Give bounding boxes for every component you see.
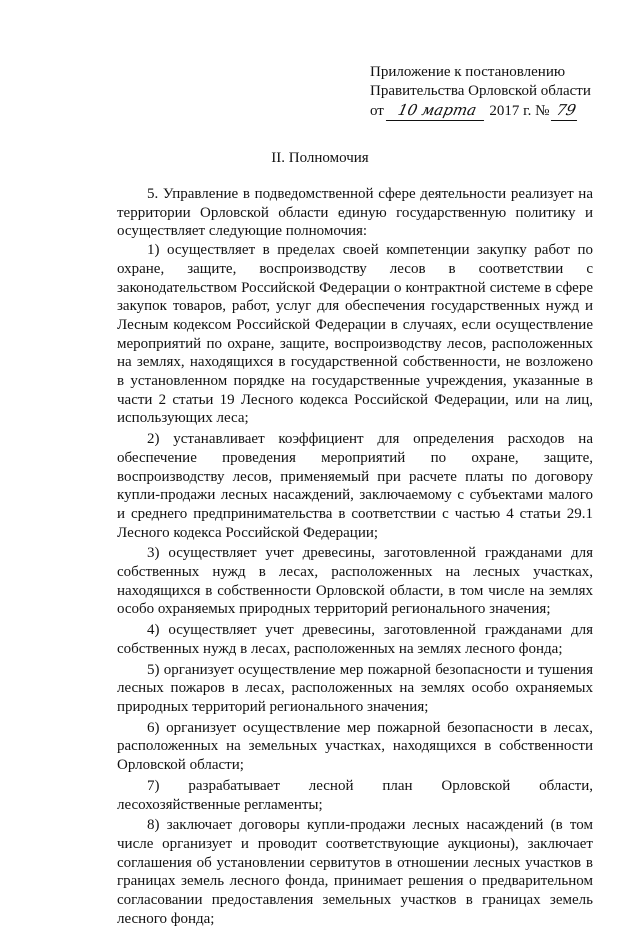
- paragraph-item-8: 8) заключает договоры купли-продажи лесных насаждений (в том числе организует и проводит соответствующие аукционы), заключает соглашения об установлении сервитутов в отношении лесных участков в границах земель лесного фонда, принимает решения о предварительном согласовании предоставления земельных участков в границах земель лесного фонда;: [117, 817, 593, 927]
- header-date-line: [370, 101, 610, 121]
- paragraph-item-5: 5) организует осуществление мер пожарной безопасности и тушения лесных пожаров в лесах, расположенных на землях особо охраняемых природных территорий регионального значения;: [117, 661, 593, 715]
- paragraph-item-7: 7) разрабатывает лесной план Орловской области, лесохозяйственные регламенты;: [117, 777, 593, 813]
- date-prefix: от: [370, 103, 384, 119]
- handwritten-date: 10 марта: [385, 101, 487, 121]
- section-title: II. Полномочия: [271, 150, 369, 166]
- paragraph-item-1: 1) осуществляет в пределах своей компетенции закупку работ по охране, защите, воспроизводству лесов в соответствии с законодательством Российской Федерации о контрактной системе в сфере закупок товаров, работ, услуг для обеспечения государственных нужд и Лесным кодексом Российской Федерации в случаях, если осуществление мероприятий по охране, защите, воспроизводству лесов, расположенных на землях, находящихся в государственной собственности, не возложено в установленном порядке на государственные учреждения, указанные в части 2 статьи 19 Лесного кодекса Российской Федерации, или на лиц, использующих леса;: [117, 242, 593, 427]
- handwritten-number: 79: [551, 101, 581, 121]
- body-text: [117, 185, 593, 928]
- paragraph-item-4: 4) осуществляет учет древесины, заготовленной гражданами для собственных нужд в лесах, расположенных на землях лесного фонда;: [117, 622, 593, 657]
- resolution-header: [370, 63, 610, 121]
- header-line-2: Правительства Орловской области: [370, 83, 591, 99]
- header-line-1: Приложение к постановлению: [370, 64, 566, 80]
- paragraph-item-6: 6) организует осуществление мер пожарной безопасности в лесах, расположенных на земельных участках, находящихся в собственности Орловской области;: [117, 719, 593, 774]
- paragraph-item-3: 3) осуществляет учет древесины, заготовленной гражданами для собственных нужд в лесах, расположенных на лесных участках, находящихся в собственности Орловской области, в том числе на землях особо охраняемых природных территорий регионального значения;: [117, 545, 593, 618]
- paragraph-item-2: 2) устанавливает коэффициент для определения расходов на обеспечение проведения мероприятий по охране, защите, воспроизводству лесов, применяемый при расчете платы по договору купли-продажи лесных насаждений, заключаемому с субъектами малого и среднего предпринимательства в соответствии с частью 4 статьи 29.1 Лесного кодекса Российской Федерации;: [117, 431, 593, 541]
- paragraph-intro: 5. Управление в подведомственной сфере деятельности реализует на территории Орловской области единую государственную политику и осуществляет следующие полномочия:: [117, 186, 593, 240]
- year-suffix: 2017 г. №: [489, 103, 550, 119]
